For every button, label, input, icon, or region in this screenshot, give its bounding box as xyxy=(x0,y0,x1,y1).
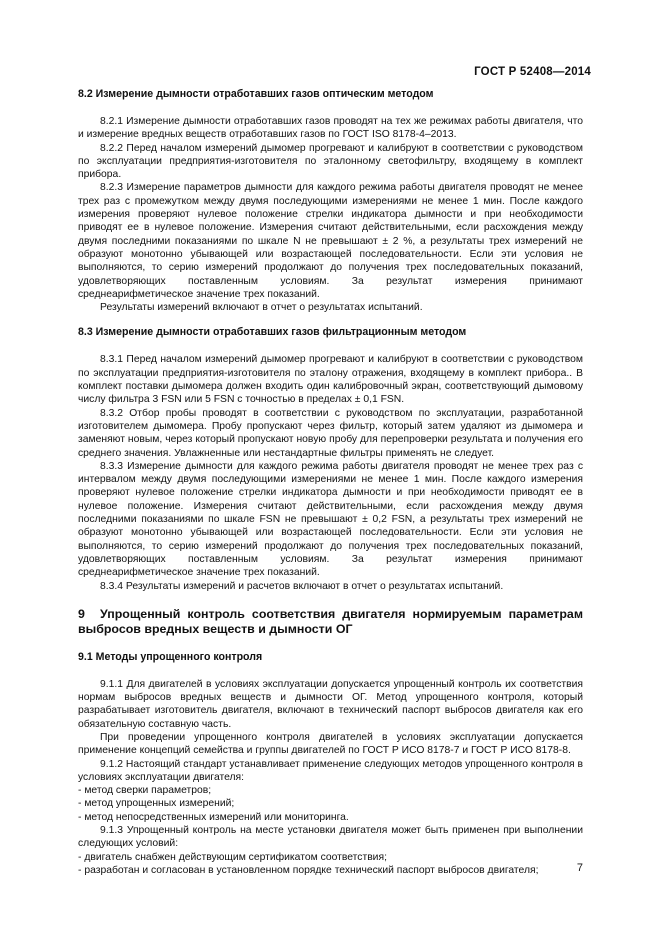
paragraph-8-2-3: 8.2.3 Измерение параметров дымности для каждого режима работы двигателя проводят не менее трех раз с промежутком между двумя последующими измерениями не менее 1 мин. После каждого измерения проверяют нулевое положение стрелки индикатора дымности и при необходимости приводят ее в нулевое положение. Измерения считают действительными, если расхождения между двумя последними показаниями по шкале N не превышают ± 2 %, а результаты трех измерений не образуют монотонно убывающей или возрастающей последовательности. Если эти условия не выполняются, то серию измерений продолжают до получения трех последовательных показаний, удовлетворяющих поставленным условиям. За результат измерения принимают среднеарифметическое значение трех показаний. xyxy=(78,182,583,300)
paragraph-9-1-2: 9.1.2 Настоящий стандарт устанавливает применение следующих методов упрощенного контроля в условиях эксплуатации двигателя: xyxy=(78,758,583,783)
paragraph-8-2-1: 8.2.1 Измерение дымности отработавших газов проводят на тех же режимах работы двигателя, что и измерение вредных веществ отработавших газов по ГОСТ ISO 8178-4–2013. xyxy=(78,116,583,141)
paragraph-8-3-3: 8.3.3 Измерение дымности для каждого режима работы двигателя проводят не менее трех раз с интервалом между двумя последующими измерениями не менее 1 мин. После каждого измерения проверяют нулевое положение стрелки индикатора дымности и при необходимости приводят ее в нулевое положение. Измерения считают действительными, если расхождения между двумя последними показаниями по шкале FSN не превышают ± 0,2 FSN, а результаты трех измерений не образуют монотонно убывающей или возрастающей последовательности. Если эти условия не выполняются, то серию измерений продолжают до получения трех последовательных показаний, удовлетворяющих поставленным условиям. За результат измерения принимают среднеарифметическое значение трех показаний. xyxy=(78,460,583,579)
section-8-2-title: 8.2 Измерение дымности отработавших газов оптическим методом xyxy=(78,88,434,100)
section-9-number: 9 xyxy=(78,606,85,621)
paragraph-9-1-3: 9.1.3 Упрощенный контроль на месте установки двигателя может быть применен при выполнении следующих условий: xyxy=(78,825,583,850)
section-9-1-title: 9.1 Методы упрощенного контроля xyxy=(78,650,263,663)
paragraph-8-2-results: Результаты измерений включают в отчет о результатах испытаний. xyxy=(100,302,423,314)
document-body xyxy=(78,88,583,877)
paragraph-9-1-1: 9.1.1 Для двигателей в условиях эксплуатации допускается упрощенный контроль их соответствия нормам выбросов вредных веществ и дымности ОГ. Метод упрощенного контроля, который разрабатывает изготовитель двигателя, включают в технический паспорт выбросов двигателя как его обязательную составную часть. xyxy=(78,678,583,730)
list-item: - метод сверки параметров; xyxy=(78,785,212,797)
section-8-3-title: 8.3 Измерение дымности отработавших газов фильтрационным методом xyxy=(78,326,467,339)
list-item: - метод упрощенных измерений; xyxy=(78,798,235,810)
section-9-heading xyxy=(78,607,583,637)
document-id: ГОСТ Р 52408—2014 xyxy=(474,66,591,78)
paragraph-9-1-1-concepts: При проведении упрощенного контроля двигателей в условиях эксплуатации допускается применение концепций семейства и группы двигателей по ГОСТ Р ИСО 8178-7 и ГОСТ Р ИСО 8178-8. xyxy=(78,731,583,757)
list-item: - метод непосредственных измерений или мониторинга. xyxy=(78,811,349,823)
paragraph-8-3-4: 8.3.4 Результаты измерений и расчетов включают в отчет о результатах испытаний. xyxy=(100,580,504,592)
list-item: - разработан и согласован в установленном порядке технический паспорт выбросов двигателя; xyxy=(78,864,539,876)
paragraph-8-3-2: 8.3.2 Отбор пробы проводят в соответствии с руководством по эксплуатации, разработанной изготовителем дымомера. Пробу пропускают через фильтр, который затем удаляют из дымомера и заменяют новым, через который пропускают новую пробу для перепроверки результата и получения его среднего значения. Увлажненные или нестандартные фильтры применять не следует. xyxy=(78,407,583,459)
page-number: 7 xyxy=(576,862,583,874)
list-item: - двигатель снабжен действующим сертификатом соответствия; xyxy=(78,851,387,863)
paragraph-8-3-1: 8.3.1 Перед началом измерений дымомер прогревают и калибруют в соответствии с руководством по эксплуатации предприятия-изготовителя по эталону отражения, входящему в комплект прибора.. В комплект поставки дымомера должен входить один калибровочный экран, соответствующий дымовому числу фильтра 3 FSN или 5 FSN с точностью в пределах ± 0,1 FSN. xyxy=(78,354,583,406)
section-9-title: Упрощенный контроль соответствия двигателя нормируемым параметрам выбросов вредных веществ и дымности ОГ xyxy=(78,606,583,636)
paragraph-8-2-2: 8.2.2 Перед началом измерений дымомер прогревают и калибруют в соответствии с руководством по эксплуатации предприятия-изготовителя по эталонному светофильтру, входящему в комплект прибора. xyxy=(78,142,583,181)
